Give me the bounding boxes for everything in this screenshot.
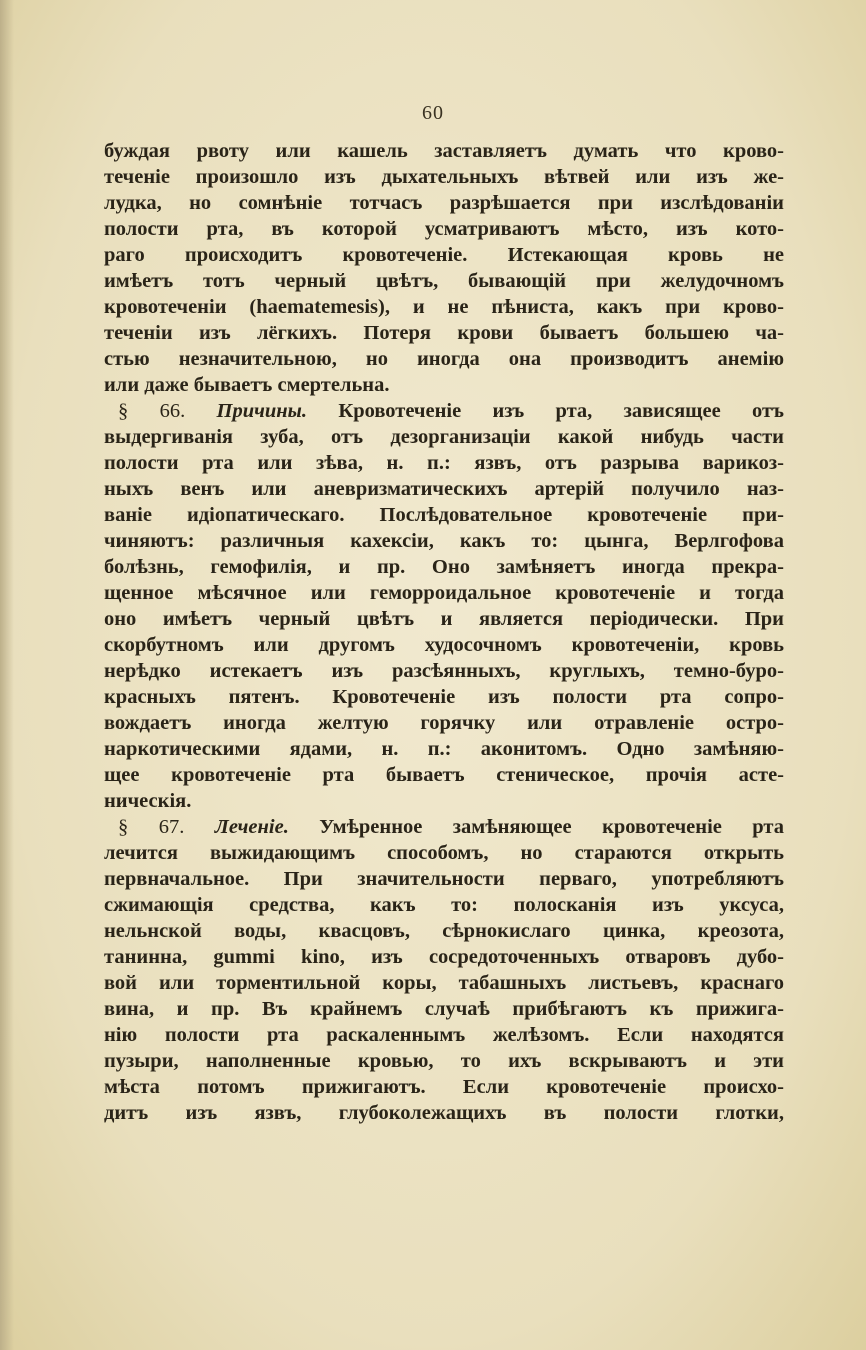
section-heading: Причины. xyxy=(216,400,308,422)
line-text: Умѣренное замѣняющее кровотеченіе рта xyxy=(288,816,785,838)
text-line xyxy=(104,788,784,814)
text-line xyxy=(104,424,784,450)
line-text: наркотическими ядами, н. п.: аконитомъ. Одно замѣняю- xyxy=(104,738,784,760)
line-text: нію полости рта раскаленнымъ желѣзомъ. Если находятся xyxy=(104,1024,784,1046)
line-text: танинна, gummi kino, изъ сосредоточенныхъ отваровъ дубо- xyxy=(104,946,784,968)
line-text: лудка, но сомнѣніе тотчасъ разрѣшается при изслѣдованіи xyxy=(104,192,784,214)
line-text: полости рта или зѣва, н. п.: язвъ, отъ разрыва варикоз- xyxy=(104,452,784,474)
text-line xyxy=(104,450,784,476)
text-line xyxy=(104,190,784,216)
text-line xyxy=(104,762,784,788)
line-text: ническія. xyxy=(104,790,192,812)
line-text: оно имѣетъ черный цвѣтъ и является періодически. При xyxy=(104,608,784,630)
text-line xyxy=(104,242,784,268)
line-text: ныхъ венъ или аневризматическихъ артерій получило наз- xyxy=(104,478,784,500)
text-line xyxy=(104,476,784,502)
text-line xyxy=(104,294,784,320)
section-heading: Леченіе. xyxy=(214,816,289,838)
text-line xyxy=(104,970,784,996)
page-number: 60 xyxy=(422,102,444,124)
text-line xyxy=(104,918,784,944)
line-text: буждая рвоту или кашель заставляетъ думать что крово- xyxy=(104,140,784,162)
text-line xyxy=(104,736,784,762)
text-line xyxy=(104,1100,784,1126)
text-line xyxy=(104,866,784,892)
text-line xyxy=(104,372,784,398)
line-text: вой или торментильной коры, табашныхъ листьевъ, краснаго xyxy=(104,972,784,994)
line-text: выдергиванія зуба, отъ дезорганизаціи какой нибудь части xyxy=(104,426,784,448)
line-text: кровотеченіи (haematemesis), и не пѣниста, какъ при крово- xyxy=(104,296,784,318)
line-text: нерѣдко истекаетъ изъ разсѣянныхъ, круглыхъ, темно-буро- xyxy=(104,660,784,682)
text-line xyxy=(104,658,784,684)
line-text: нельнской воды, квасцовъ, сѣрнокислаго цинка, креозота, xyxy=(104,920,784,942)
text-line xyxy=(104,138,784,164)
text-line xyxy=(104,840,784,866)
line-text: красныхъ пятенъ. Кровотеченіе изъ полости рта сопро- xyxy=(104,686,784,708)
line-text: мѣста потомъ прижигаютъ. Если кровотеченіе происхо- xyxy=(104,1076,784,1098)
line-text: щенное мѣсячное или геморроидальное кровотеченіе и тогда xyxy=(104,582,784,604)
text-line xyxy=(104,814,784,840)
text-line xyxy=(104,580,784,606)
page-gutter-shadow xyxy=(0,0,14,1350)
line-text: первначальное. При значительности перваго, употребляютъ xyxy=(104,868,784,890)
line-text: или даже бываетъ смертельна. xyxy=(104,374,390,396)
line-text: раго происходитъ кровотеченіе. Истекающая кровь не xyxy=(104,244,784,266)
text-line xyxy=(104,528,784,554)
line-text: чиняютъ: различныя кахексіи, какъ то: цынга, Верлгофова xyxy=(104,530,784,552)
line-text: лечится выжидающимъ способомъ, но стараются открыть xyxy=(104,842,784,864)
text-line xyxy=(104,996,784,1022)
text-line xyxy=(104,502,784,528)
line-text: скорбутномъ или другомъ худосочномъ кровотеченіи, кровь xyxy=(104,634,784,656)
text-line xyxy=(104,216,784,242)
text-line xyxy=(104,1048,784,1074)
section-number: § 67. xyxy=(118,816,215,838)
line-text: теченіи изъ лёгкихъ. Потеря крови бываетъ большею ча- xyxy=(104,322,784,344)
text-line xyxy=(104,164,784,190)
text-line xyxy=(104,1022,784,1048)
text-line xyxy=(104,684,784,710)
line-text: сжимающія средства, какъ то: полосканія изъ уксуса, xyxy=(104,894,784,916)
body-text xyxy=(104,138,784,1126)
text-line xyxy=(104,606,784,632)
section-number: § 66. xyxy=(118,400,217,422)
text-line xyxy=(104,320,784,346)
line-text: Кровотеченіе изъ рта, зависящее отъ xyxy=(307,400,784,422)
text-line xyxy=(104,710,784,736)
text-line xyxy=(104,554,784,580)
text-line xyxy=(104,346,784,372)
line-text: щее кровотеченіе рта бываетъ стеническое, прочія асте- xyxy=(104,764,784,786)
line-text: ваніе идіопатическаго. Послѣдовательное кровотеченіе при- xyxy=(104,504,784,526)
text-line xyxy=(104,632,784,658)
line-text: дитъ изъ язвъ, глубоколежащихъ въ полости глотки, xyxy=(104,1102,784,1124)
text-line xyxy=(104,944,784,970)
text-line xyxy=(104,268,784,294)
text-line xyxy=(104,892,784,918)
line-text: вина, и пр. Въ крайнемъ случаѣ прибѣгаютъ къ прижига- xyxy=(104,998,784,1020)
line-text: вождаетъ иногда желтую горячку или отравленіе остро- xyxy=(104,712,784,734)
line-text: стью незначительною, но иногда она производитъ анемію xyxy=(104,348,784,370)
line-text: пузыри, наполненные кровью, то ихъ вскрываютъ и эти xyxy=(104,1050,784,1072)
line-text: болѣзнь, гемофилія, и пр. Оно замѣняетъ иногда прекра- xyxy=(104,556,784,578)
line-text: имѣетъ тотъ черный цвѣтъ, бывающій при желудочномъ xyxy=(104,270,784,292)
text-line xyxy=(104,1074,784,1100)
line-text: теченіе произошло изъ дыхательныхъ вѣтвей или изъ же- xyxy=(104,166,784,188)
text-line xyxy=(104,398,784,424)
line-text: полости рта, въ которой усматриваютъ мѣсто, изъ кото- xyxy=(104,218,784,240)
